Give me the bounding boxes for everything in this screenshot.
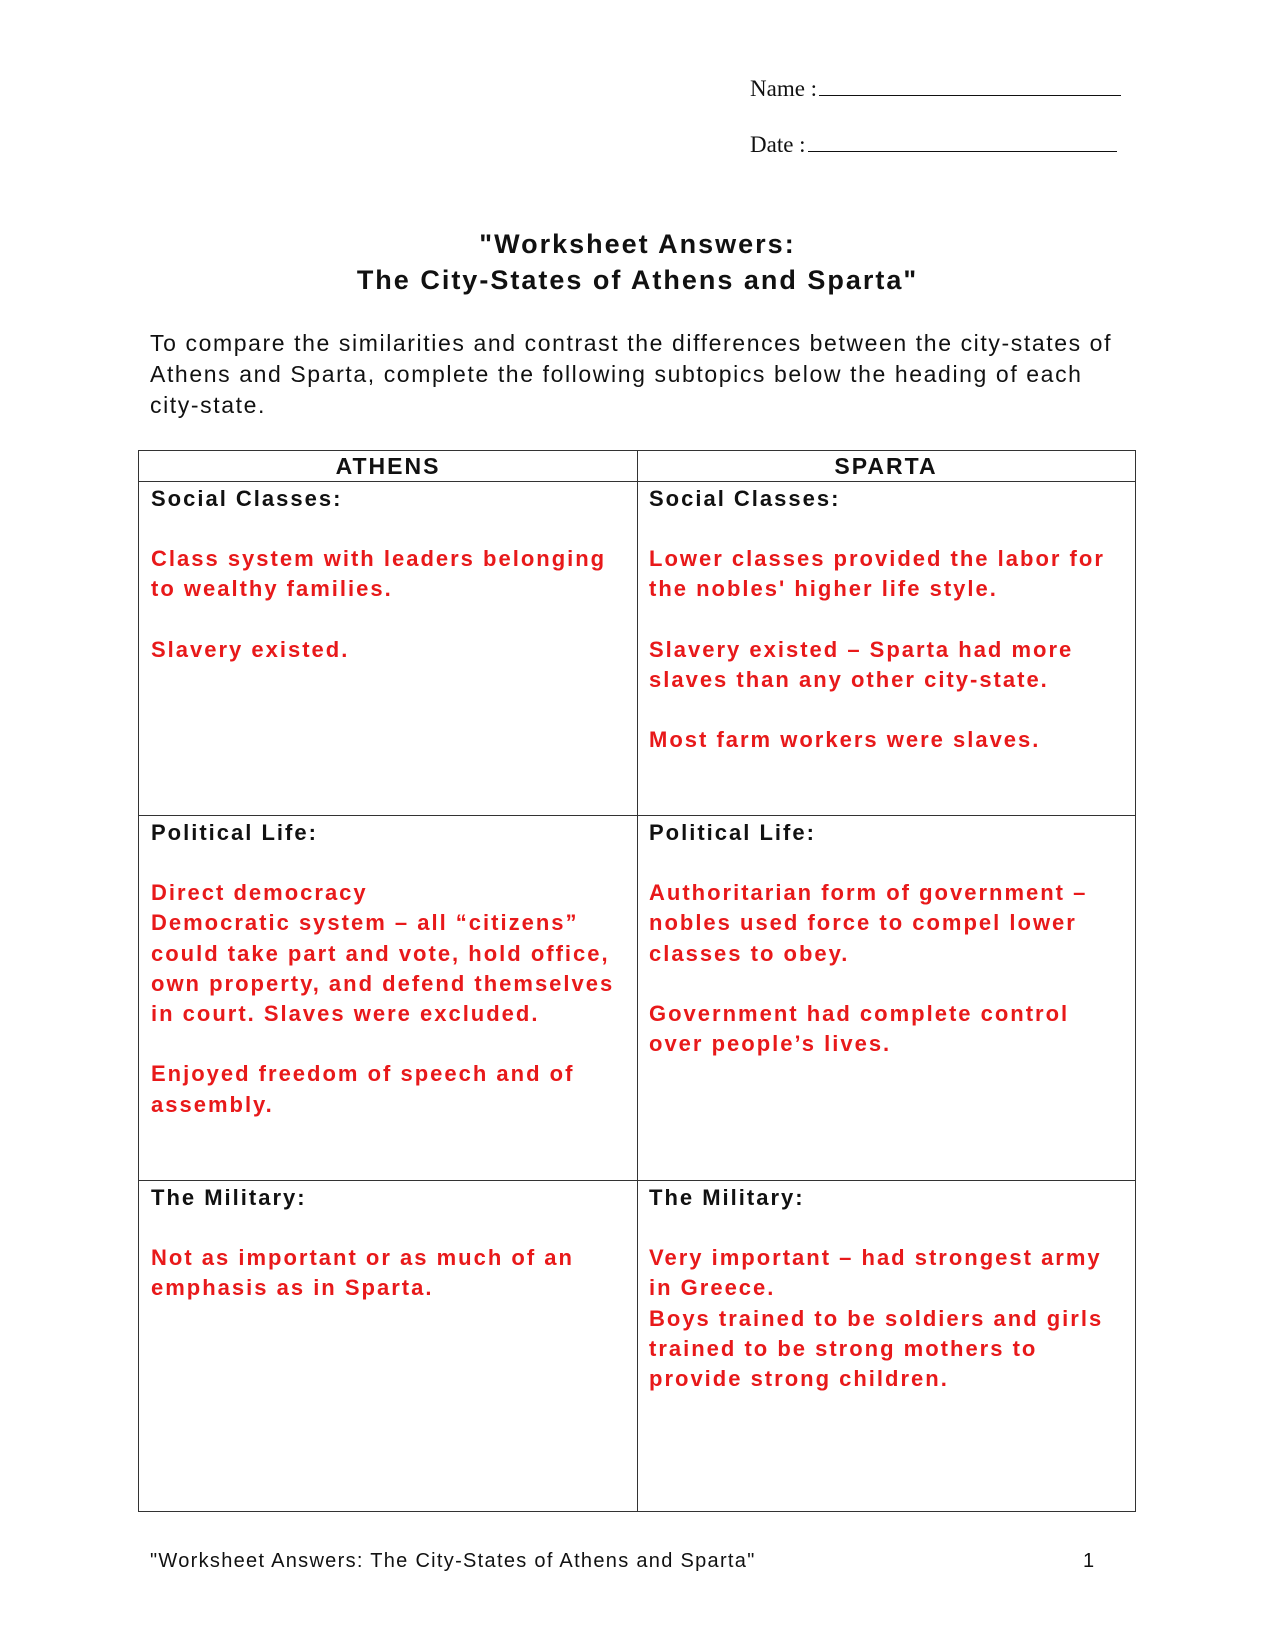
political-life-heading: Political Life:: [649, 820, 816, 845]
social-row-divider: [139, 815, 1135, 816]
sparta-social-cell: [637, 484, 1135, 785]
answer-text: Boys trained to be soldiers and girls trained to be strong mothers to provide strong children.: [649, 1305, 1104, 1392]
military-heading: The Military:: [151, 1185, 307, 1210]
answer-text: Most farm workers were slaves.: [649, 727, 1041, 753]
title-line-2: The City-States of Athens and Sparta": [356, 265, 919, 295]
answer-text: Slavery existed.: [151, 636, 350, 662]
answer-text: Class system with leaders belonging to wealthy families.: [151, 546, 607, 602]
athens-political-cell: [139, 818, 637, 1150]
sparta-military-cell: [637, 1183, 1135, 1424]
political-life-heading: Political Life:: [151, 820, 318, 845]
social-classes-heading: Social Classes:: [151, 486, 343, 511]
social-classes-heading: Social Classes:: [649, 486, 841, 511]
answer-text: Lower classes provided the labor for the nobles' higher life style.: [649, 546, 1105, 602]
athens-social-cell: [139, 484, 637, 695]
athens-military-cell: [139, 1183, 637, 1334]
comparison-table: [138, 450, 1136, 1512]
answer-text: Direct democracy: [151, 880, 368, 905]
header-row-divider: [139, 481, 1135, 482]
answer-text: Enjoyed freedom of speech and of assembly.: [151, 1061, 575, 1117]
intro-paragraph: To compare the similarities and contrast the differences between the city-states of Athens and Sparta, complete the following subtopics below the heading of each city-state.: [150, 330, 1113, 418]
page-number: 1: [1083, 1550, 1096, 1572]
political-row-divider: [139, 1180, 1135, 1181]
title-line-1: "Worksheet Answers:: [479, 229, 796, 259]
answer-text: Democratic system – all “citizens” could take part and vote, hold office, own property, and defend themselves in court. Slaves were excluded.: [151, 910, 615, 1027]
answer-text: Slavery existed – Sparta had more slaves than any other city-state.: [649, 636, 1074, 692]
athens-column-header: ATHENS: [335, 453, 441, 479]
answer-text: Government had complete control over people’s lives.: [649, 1000, 1070, 1057]
answer-text: Not as important or as much of an emphasis as in Sparta.: [151, 1245, 574, 1301]
military-heading: The Military:: [649, 1185, 805, 1210]
name-blank-line[interactable]: [819, 77, 1121, 96]
date-blank-line[interactable]: [808, 133, 1117, 152]
date-field[interactable]: [750, 132, 1117, 158]
name-field[interactable]: [750, 76, 1121, 102]
sparta-political-cell: [637, 818, 1135, 1089]
answer-text: Authoritarian form of government – nobles used force to compel lower classes to obey.: [649, 880, 1088, 966]
name-label: Name :: [750, 76, 818, 101]
sparta-column-header: SPARTA: [834, 453, 938, 479]
footer-title: "Worksheet Answers: The City-States of Athens and Sparta": [150, 1550, 756, 1572]
date-label: Date :: [750, 132, 806, 157]
answer-text: Very important – had strongest army in Greece.: [649, 1245, 1102, 1301]
